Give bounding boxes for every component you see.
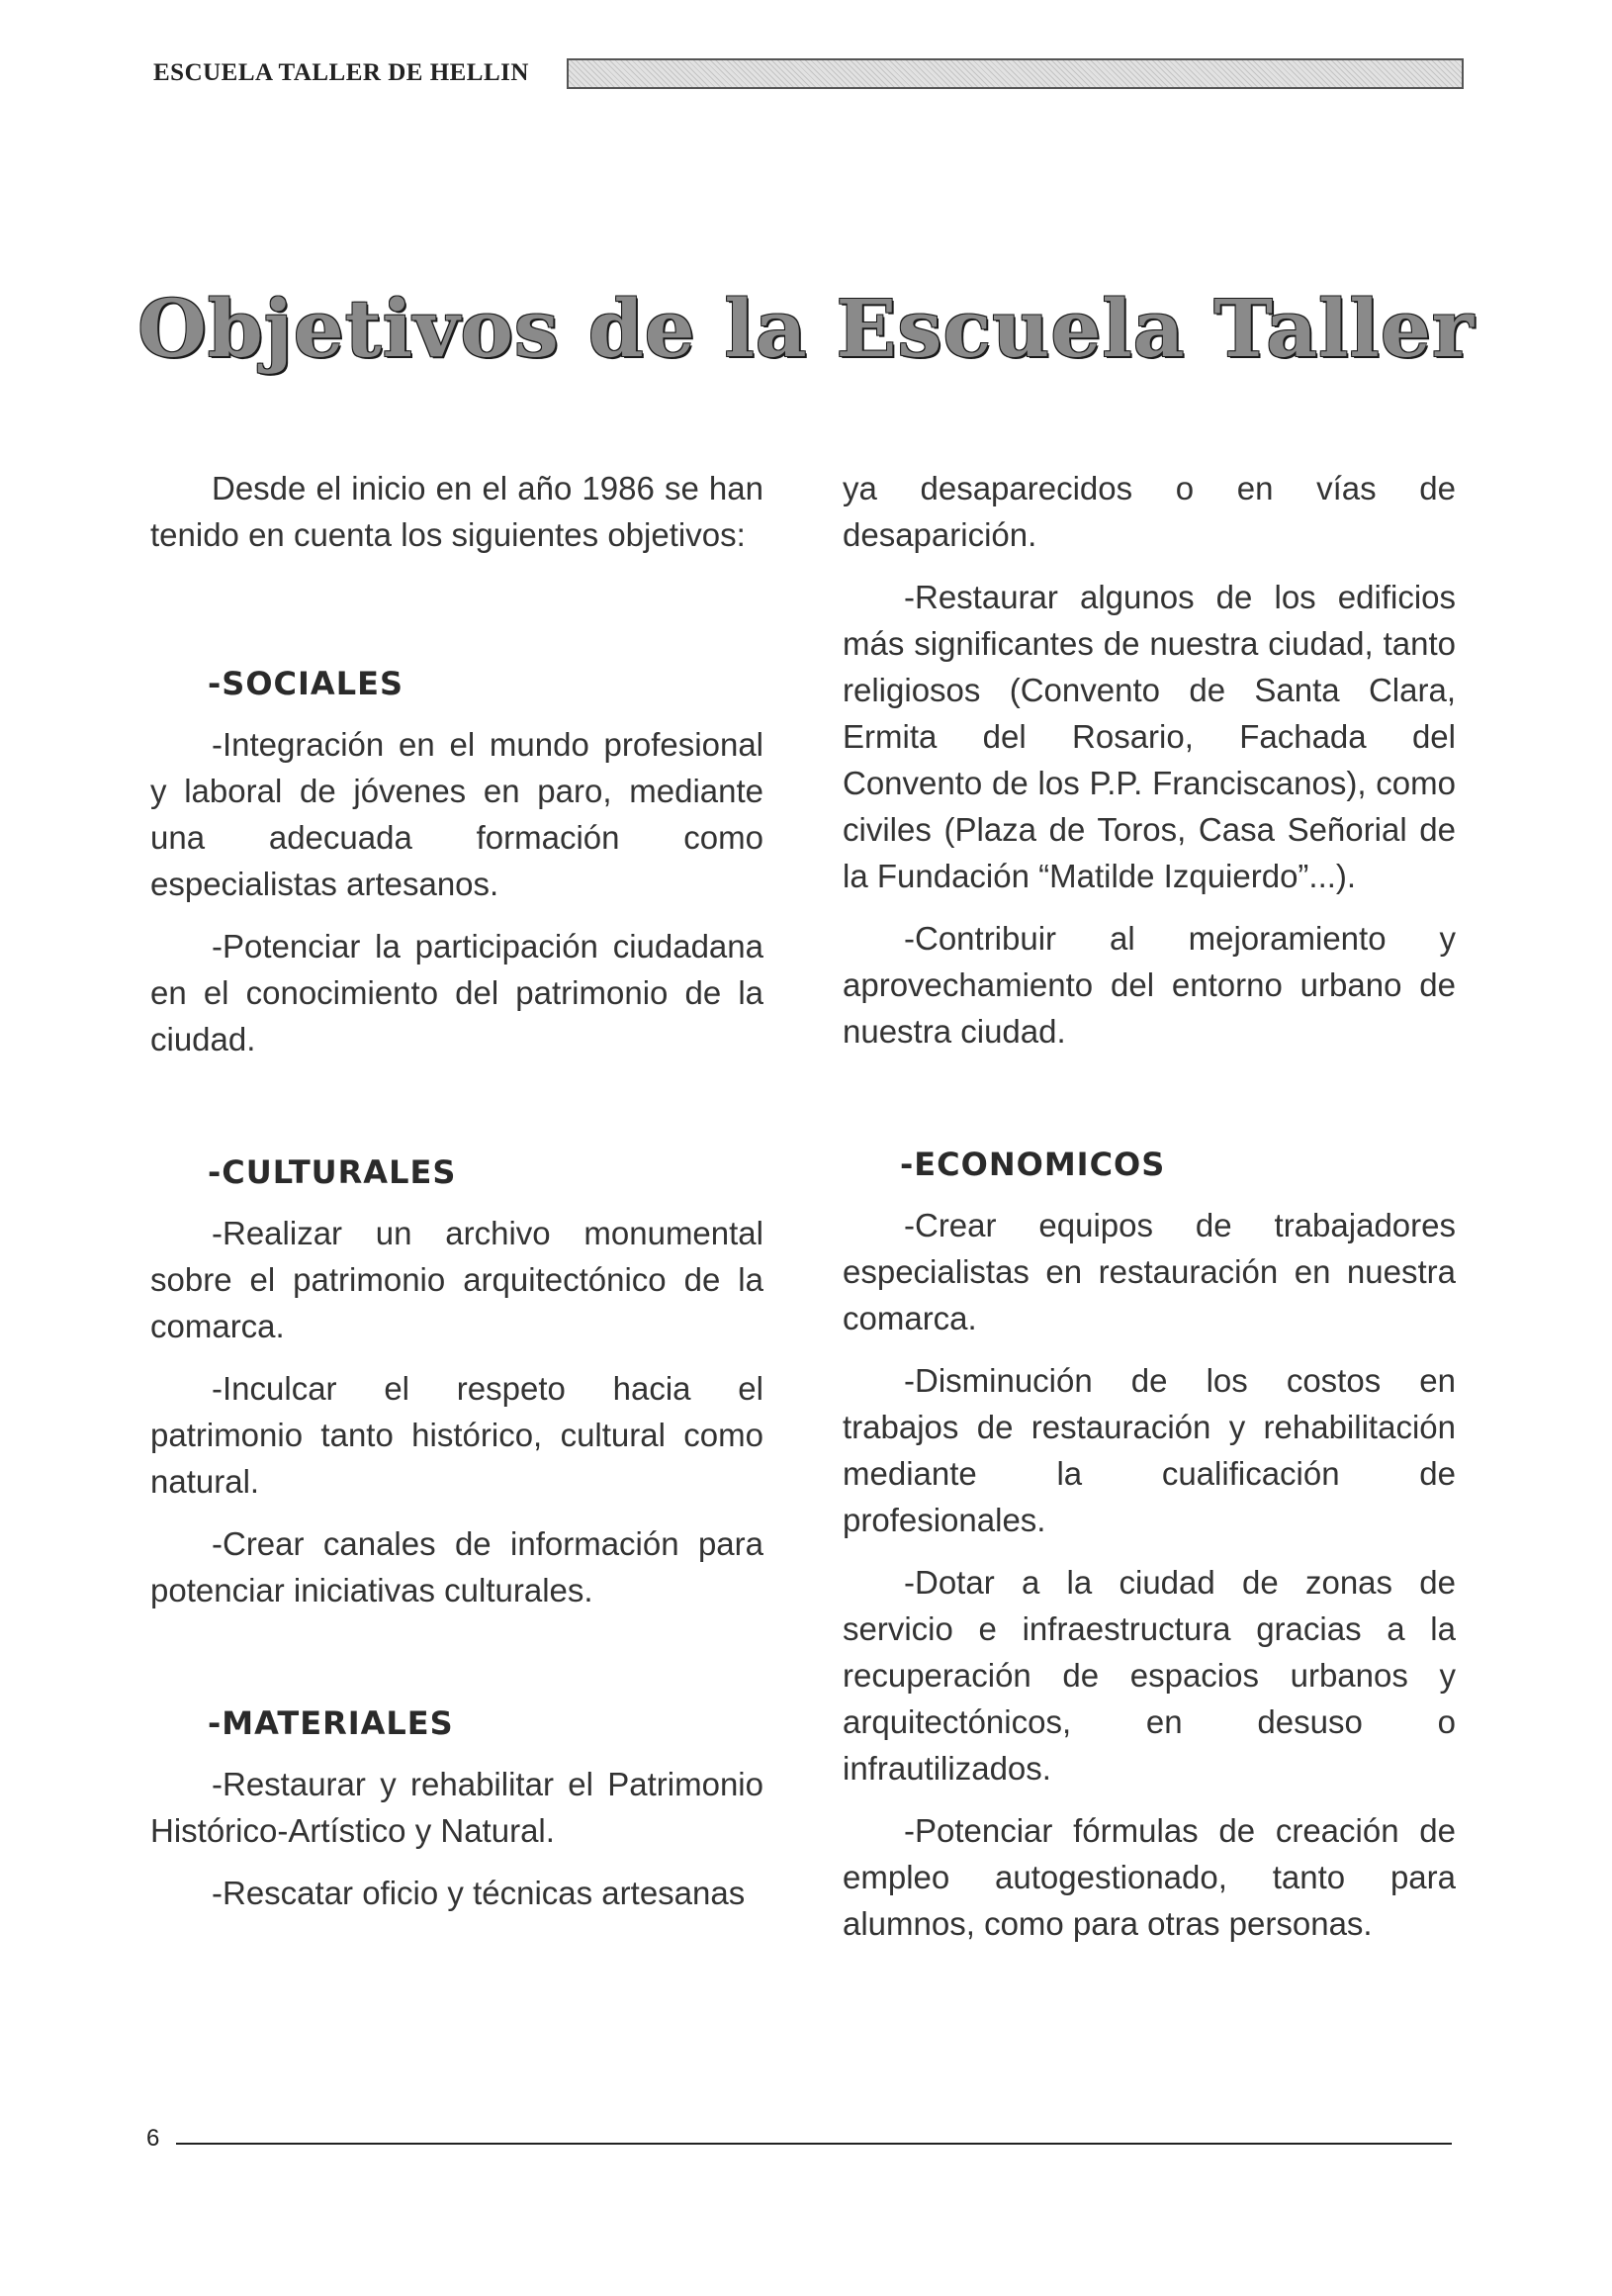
section-heading-materiales: -MATERIALES [208,1704,454,1742]
paragraph: -Integración en el mundo profesional y laboral de jóvenes en paro, mediante una adecuada formación como especialistas artesanos. [150,726,763,902]
continuation-paragraph: ya desaparecidos o en vías de desaparición. [843,470,1456,553]
paragraph: -Potenciar la participación ciudadana en el conocimiento del patrimonio de la ciudad. [150,928,763,1057]
paragraph: -Dotar a la ciudad de zonas de servicio e infraestructura gracias a la recuperación de espacios urbanos y arquitectónicos, en desuso o infrautilizados. [843,1564,1456,1787]
paragraph: -Contribuir al mejoramiento y aprovechamiento del entorno urbano de nuestra ciudad. [843,920,1456,1050]
page-title: Objetivos de la Escuela Taller [137,282,1475,375]
paragraph: -Crear equipos de trabajadores especialistas en restauración en nuestra comarca. [843,1207,1456,1336]
paragraph: -Restaurar y rehabilitar el Patrimonio Histórico-Artístico y Natural. [150,1766,763,1849]
spacer [150,1078,763,1149]
page-header [153,55,1464,91]
paragraph: -Restaurar algunos de los edificios más significantes de nuestra ciudad, tanto religiosos (Convento de Santa Clara, Ermita del Rosario, Fachada del Convento de los P.P. Franciscanos), como civiles (Plaza de Toros, Casa Señorial de la Fundación “Matilde Izquierdo”...). [843,579,1456,894]
section-heading-economicos: -ECONOMICOS [900,1146,1166,1183]
spacer [150,1629,763,1700]
intro-paragraph: Desde el inicio en el año 1986 se han tenido en cuenta los siguientes objetivos: [150,470,763,553]
paragraph: -Inculcar el respeto hacia el patrimonio tanto histórico, cultural como natural. [150,1370,763,1500]
paragraph: -Potenciar fórmulas de creación de empleo autogestionado, tanto para alumnos, como para otras personas. [843,1812,1456,1942]
paragraph: -Realizar un archivo monumental sobre el patrimonio arquitectónico de la comarca. [150,1215,763,1344]
page-number: 6 [146,2125,160,2152]
header-title: ESCUELA TALLER DE HELLIN [153,59,529,86]
section-heading-sociales: -SOCIALES [208,665,403,702]
header-decorative-bar [567,58,1464,89]
paragraph: -Crear canales de información para potenciar iniciativas culturales. [150,1525,763,1608]
paragraph: -Rescatar oficio y técnicas artesanas [212,1875,746,1911]
right-column [843,465,1456,1963]
left-column [150,465,763,1932]
footer-rule [176,2143,1452,2145]
paragraph: -Disminución de los costos en trabajos de restauración y rehabilitación mediante la cualificación de profesionales. [843,1362,1456,1538]
spacer [150,574,763,661]
spacer [843,1070,1456,1142]
section-heading-culturales: -CULTURALES [208,1153,457,1191]
